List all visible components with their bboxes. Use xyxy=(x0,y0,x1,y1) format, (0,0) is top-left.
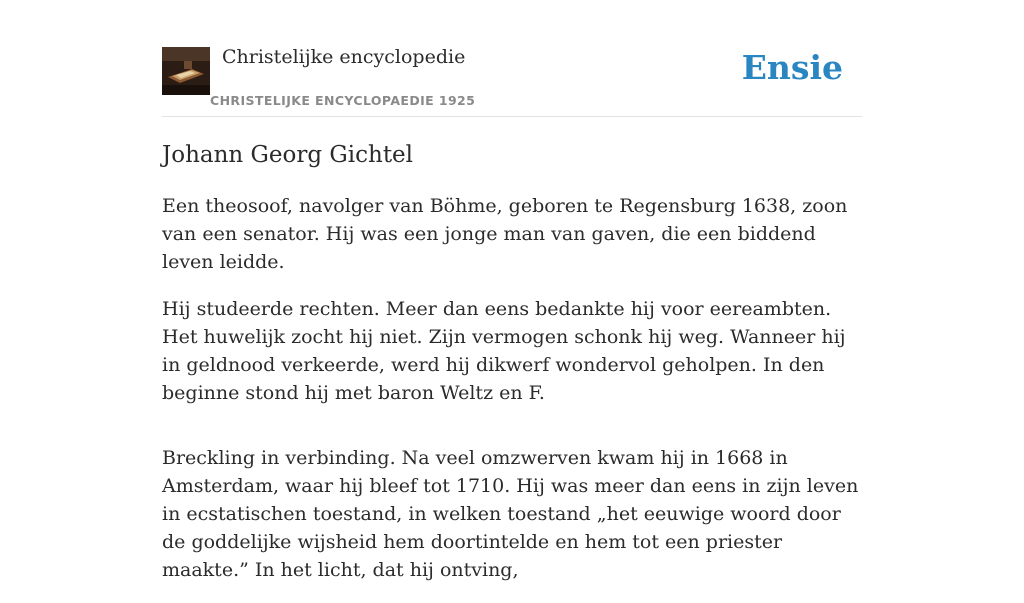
article-paragraph: Hij studeerde rechten. Meer dan eens bedankte hij voor eereambten. Het huwelijk zocht hij niet. Zijn vermogen schonk hij weg. Wanneer hij in geldnood verkeerde, werd hij dikwerf wondervol geholpen. In den beginne stond hij met baron Weltz en F. xyxy=(162,298,846,404)
article-title: Johann Georg Gichtel xyxy=(162,142,414,168)
article-paragraph: Breckling in verbinding. Na veel omzwerven kwam hij in 1668 in Amsterdam, waar hij bleef tot 1710. Hij was meer dan eens in zijn leven in ecstatischen toestand, in welken toestand „het eeuwige woord door de goddelijke wijsheid hem doortintelde en hem tot een priester maakte.” In het licht, dat hij ontving, xyxy=(162,447,859,581)
source-subtitle[interactable]: CHRISTELIJKE ENCYCLOPAEDIE 1925 xyxy=(210,93,476,108)
ensie-logo[interactable]: Ensie xyxy=(741,48,843,87)
source-avatar[interactable] xyxy=(162,47,210,95)
book-cover-icon xyxy=(162,47,210,95)
article xyxy=(162,139,864,603)
source-header xyxy=(162,46,862,117)
source-title[interactable]: Christelijke encyclopedie xyxy=(222,46,466,68)
article-paragraph: Een theosoof, navolger van Böhme, geboren te Regensburg 1638, zoon van een senator. Hij was een jonge man van gaven, die een biddend leven leidde. xyxy=(162,195,848,273)
